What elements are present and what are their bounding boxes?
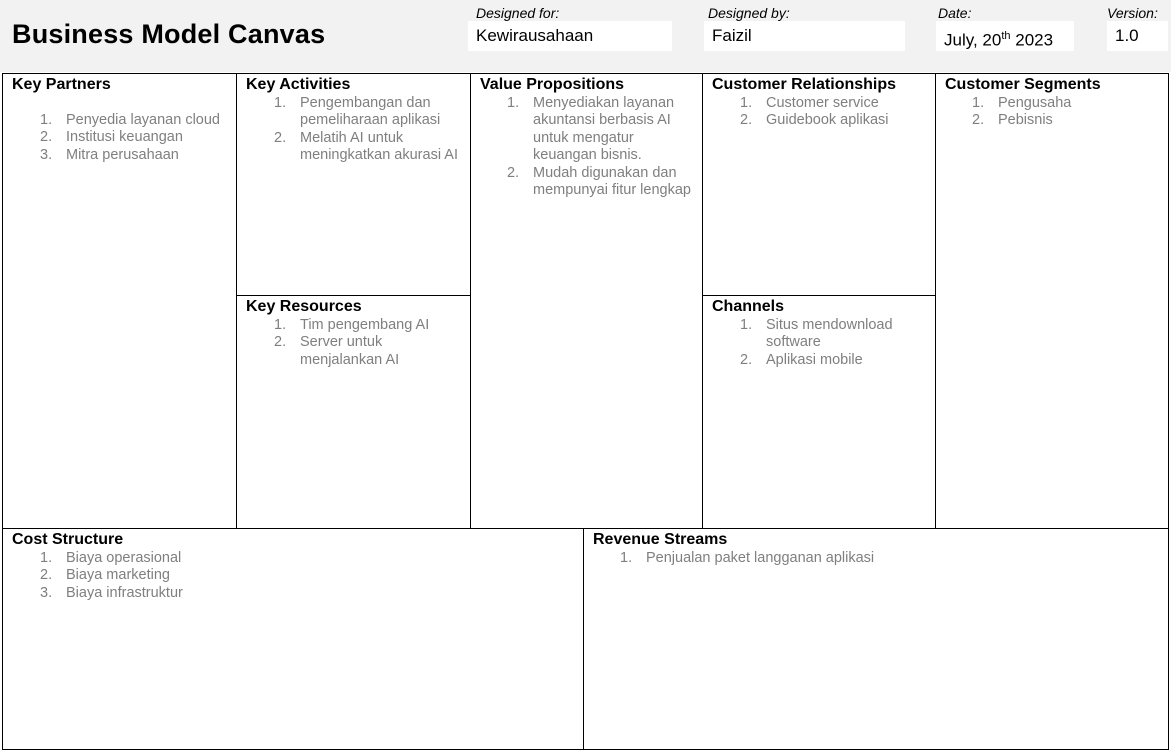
list-item-text: Mudah digunakan dan mempunyai fitur lengkap — [533, 164, 691, 199]
list-item — [507, 165, 697, 200]
list-item-text: Biaya operasional — [66, 550, 182, 566]
list-item — [972, 112, 1162, 129]
key-partners-list — [40, 112, 235, 164]
customer-segments-block — [935, 73, 1169, 529]
page-title: Business Model Canvas — [12, 19, 326, 49]
designed-for-label: Designed for: — [476, 5, 560, 21]
list-item-number: 2. — [40, 567, 53, 584]
list-item — [40, 550, 340, 567]
key-resources-block — [236, 295, 471, 529]
date-year: 2023 — [1010, 30, 1054, 50]
cost-structure-list — [40, 550, 340, 602]
list-item — [740, 352, 915, 369]
designed-for-field[interactable]: Kewirausahaan — [468, 21, 672, 51]
list-item-text: Biaya marketing — [66, 567, 170, 584]
channels-block — [702, 295, 936, 529]
list-item-text: Aplikasi mobile — [766, 351, 863, 368]
revenue-streams-title: Revenue Streams — [593, 531, 728, 548]
list-item-number: 1. — [274, 317, 287, 333]
value-propositions-list — [507, 95, 697, 199]
list-item — [40, 129, 235, 146]
list-item-text: Guidebook aplikasi — [766, 112, 889, 129]
list-item-text: Pengusaha — [998, 95, 1072, 111]
list-item — [40, 567, 340, 584]
list-item-text: Biaya infrastruktur — [66, 584, 183, 601]
list-item-text: Tim pengembang AI — [300, 317, 430, 333]
list-item-text: Melatih AI untuk meningkatkan akurasi AI — [300, 129, 458, 164]
channels-title: Channels — [712, 298, 785, 315]
list-item — [274, 334, 464, 369]
customer-segments-list — [972, 95, 1162, 130]
list-item-number: 1. — [507, 95, 520, 111]
list-item — [972, 95, 1162, 112]
value-propositions-block — [470, 73, 703, 529]
list-item-number: 2. — [274, 129, 287, 146]
list-item — [740, 317, 915, 352]
list-item-text: Penjualan paket langganan aplikasi — [646, 550, 875, 566]
date-month-day: July, 20 — [944, 30, 1002, 50]
key-resources-list — [274, 317, 464, 369]
key-resources-title: Key Resources — [246, 298, 362, 315]
list-item-number: 3. — [40, 584, 53, 601]
key-activities-title: Key Activities — [246, 76, 351, 93]
list-item — [40, 147, 235, 164]
list-item — [274, 317, 464, 334]
list-item — [740, 95, 930, 112]
customer-relationships-block — [702, 73, 936, 296]
list-item-number: 1. — [274, 95, 287, 111]
version-field[interactable]: 1.0 — [1107, 21, 1168, 51]
list-item-text: Institusi keuangan — [66, 129, 183, 146]
list-item — [740, 112, 930, 129]
list-item-number: 1. — [40, 112, 53, 128]
list-item-text: Server untuk menjalankan AI — [300, 334, 400, 368]
revenue-streams-list — [620, 550, 1020, 567]
key-activities-list — [274, 95, 464, 165]
customer-segments-title: Customer Segments — [945, 76, 1101, 93]
list-item-number: 1. — [740, 317, 753, 333]
list-item — [274, 95, 464, 130]
list-item — [507, 95, 697, 165]
cost-structure-title: Cost Structure — [12, 531, 124, 548]
designed-by-label: Designed by: — [708, 5, 790, 21]
list-item-number: 2. — [274, 334, 287, 351]
list-item — [274, 130, 464, 165]
list-item-text: Pebisnis — [998, 112, 1053, 129]
channels-list — [740, 317, 915, 369]
list-item-text: Situs mendownload software — [766, 317, 893, 351]
date-label: Date: — [938, 5, 972, 21]
key-partners-title: Key Partners — [12, 76, 111, 93]
key-partners-block — [2, 73, 237, 529]
cost-structure-block — [2, 528, 584, 750]
date-field[interactable] — [936, 21, 1074, 51]
customer-relationships-title: Customer Relationships — [712, 76, 897, 93]
list-item-number: 1. — [972, 95, 985, 111]
list-item-number: 2. — [40, 129, 53, 146]
list-item-number: 1. — [40, 550, 53, 566]
list-item-number: 2. — [507, 164, 520, 181]
key-activities-block — [236, 73, 471, 296]
list-item-text: Pengembangan dan pemeliharaan aplikasi — [300, 95, 441, 129]
list-item-text: Mitra perusahaan — [66, 146, 179, 163]
version-label: Version: — [1107, 5, 1158, 21]
list-item — [40, 585, 340, 602]
list-item-text: Customer service — [766, 95, 879, 111]
designed-by-field[interactable]: Faizil — [704, 21, 905, 51]
customer-relationships-list — [740, 95, 930, 130]
canvas-header — [0, 0, 1171, 72]
list-item-number: 2. — [972, 112, 985, 129]
value-propositions-title: Value Propositions — [480, 76, 625, 93]
date-suffix: th — [1001, 30, 1011, 42]
list-item-number: 3. — [40, 146, 53, 163]
list-item-number: 2. — [740, 351, 753, 368]
list-item — [40, 112, 235, 129]
list-item-number: 2. — [740, 112, 753, 129]
revenue-streams-block — [583, 528, 1169, 750]
list-item-number: 1. — [740, 95, 753, 111]
list-item-text: Menyediakan layanan akuntansi berbasis AI untuk mengatur keuangan bisnis. — [533, 95, 675, 164]
list-item-number: 1. — [620, 550, 633, 566]
list-item-text: Penyedia layanan cloud — [66, 112, 220, 128]
list-item — [620, 550, 1020, 567]
